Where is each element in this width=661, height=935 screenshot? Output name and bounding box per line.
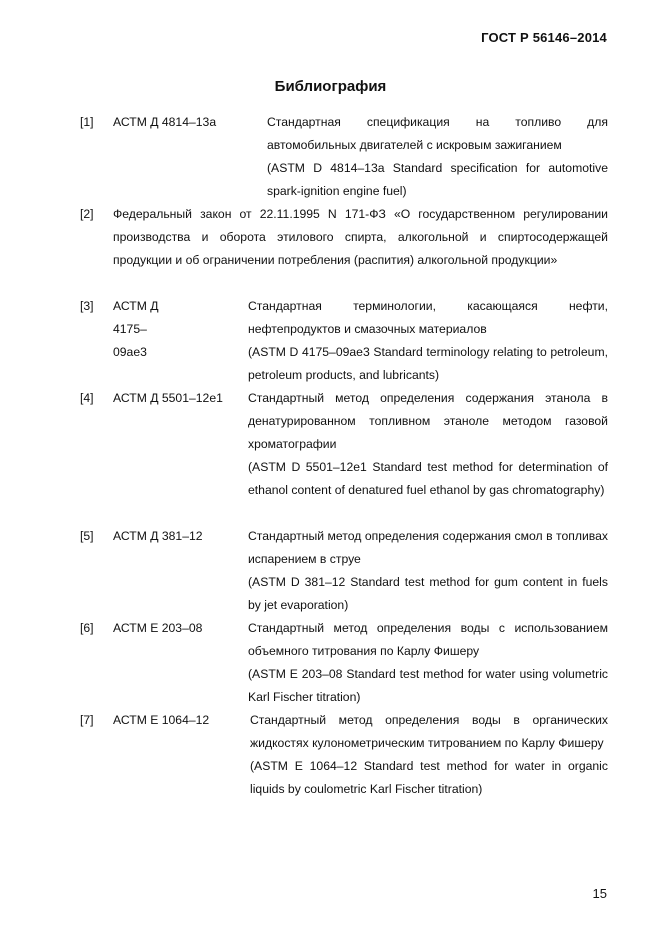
entry-russian-title: Стандартный метод определения воды в органических жидкостях кулонометрическим титрованием по Карлу Фишеру	[250, 713, 608, 750]
entry-number: [5]	[80, 529, 94, 543]
entry-code: АСТМ Д 381–12	[113, 529, 203, 543]
entry-number: [4]	[80, 391, 94, 405]
entry-number: [1]	[80, 115, 94, 129]
entry-russian-title: Стандартный метод определения содержания смол в топливах испарением в струе	[248, 529, 608, 566]
entry-english-title: (ASTM D 4814–13a Standard specification for automotive spark-ignition engine fuel)	[267, 161, 608, 198]
entry-english-title: (ASTM E 203–08 Standard test method for water using volumetric Karl Fischer titration)	[248, 667, 608, 704]
bibliography-entry-2	[80, 203, 608, 295]
entry-code: АСТМ Д 4814–13а	[113, 115, 217, 129]
entry-description	[250, 709, 608, 801]
entry-russian-title: Стандартная терминологии, касающаяся нефти, нефтепродуктов и смазочных материалов	[248, 299, 608, 336]
entry-code: АСТМ Д 5501–12е1	[113, 391, 223, 405]
entry-russian-title: Стандартный метод определения воды с использованием объемного титрования по Карлу Фишеру	[248, 621, 608, 658]
bibliography-entry-5	[80, 525, 608, 617]
entry-number: [6]	[80, 621, 94, 635]
bibliography-entry-4	[80, 387, 608, 525]
entry-code: АСТМ Е 1064–12	[113, 713, 210, 727]
entry-number: [2]	[80, 207, 94, 221]
entry-description	[267, 111, 608, 203]
entry-english-title: (ASTM D 5501–12e1 Standard test method for determination of ethanol content of denatured fuel ethanol by gas chromatography)	[248, 460, 608, 497]
entry-english-title: (ASTM D 381–12 Standard test method for gum content in fuels by jet evaporation)	[248, 575, 608, 612]
entry-description	[248, 387, 608, 502]
bibliography-entry-1	[80, 111, 608, 203]
entry-code: АСТМ Е 203–08	[113, 621, 203, 635]
entry-description	[248, 617, 608, 709]
bibliography-entry-6	[80, 617, 608, 709]
entry-description	[248, 295, 608, 387]
entry-code: АСТМ Д 4175–09ае3	[113, 299, 159, 359]
entry-russian-title: Стандартная спецификация на топливо для автомобильных двигателей с искровым зажиганием	[267, 115, 608, 152]
entry-description	[248, 525, 608, 617]
bibliography-entry-3	[80, 295, 608, 387]
entry-description: Федеральный закон от 22.11.1995 N 171-ФЗ «О государственном регулировании производства и оборота этилового спирта, алкогольной и спиртосодержащей продукции и об ограничении потребления (распития) алкогольной продукции»	[113, 207, 608, 267]
entry-english-title: (ASTM D 4175–09ae3 Standard terminology relating to petroleum, petroleum products, and lubricants)	[248, 345, 608, 382]
document-header: ГОСТ Р 56146–2014	[481, 30, 607, 45]
entry-number: [3]	[80, 299, 94, 313]
bibliography-list	[80, 111, 608, 824]
entry-number: [7]	[80, 713, 94, 727]
page-title: Библиография	[274, 78, 387, 95]
entry-russian-title: Стандартный метод определения содержания этанола в денатурированном топливном этаноле методом газовой хроматографии	[248, 391, 608, 451]
entry-english-title: (ASTM E 1064–12 Standard test method for water in organic liquids by coulometric Karl Fischer titration)	[250, 759, 608, 796]
bibliography-entry-7	[80, 709, 608, 824]
page-number: 15	[592, 886, 607, 901]
